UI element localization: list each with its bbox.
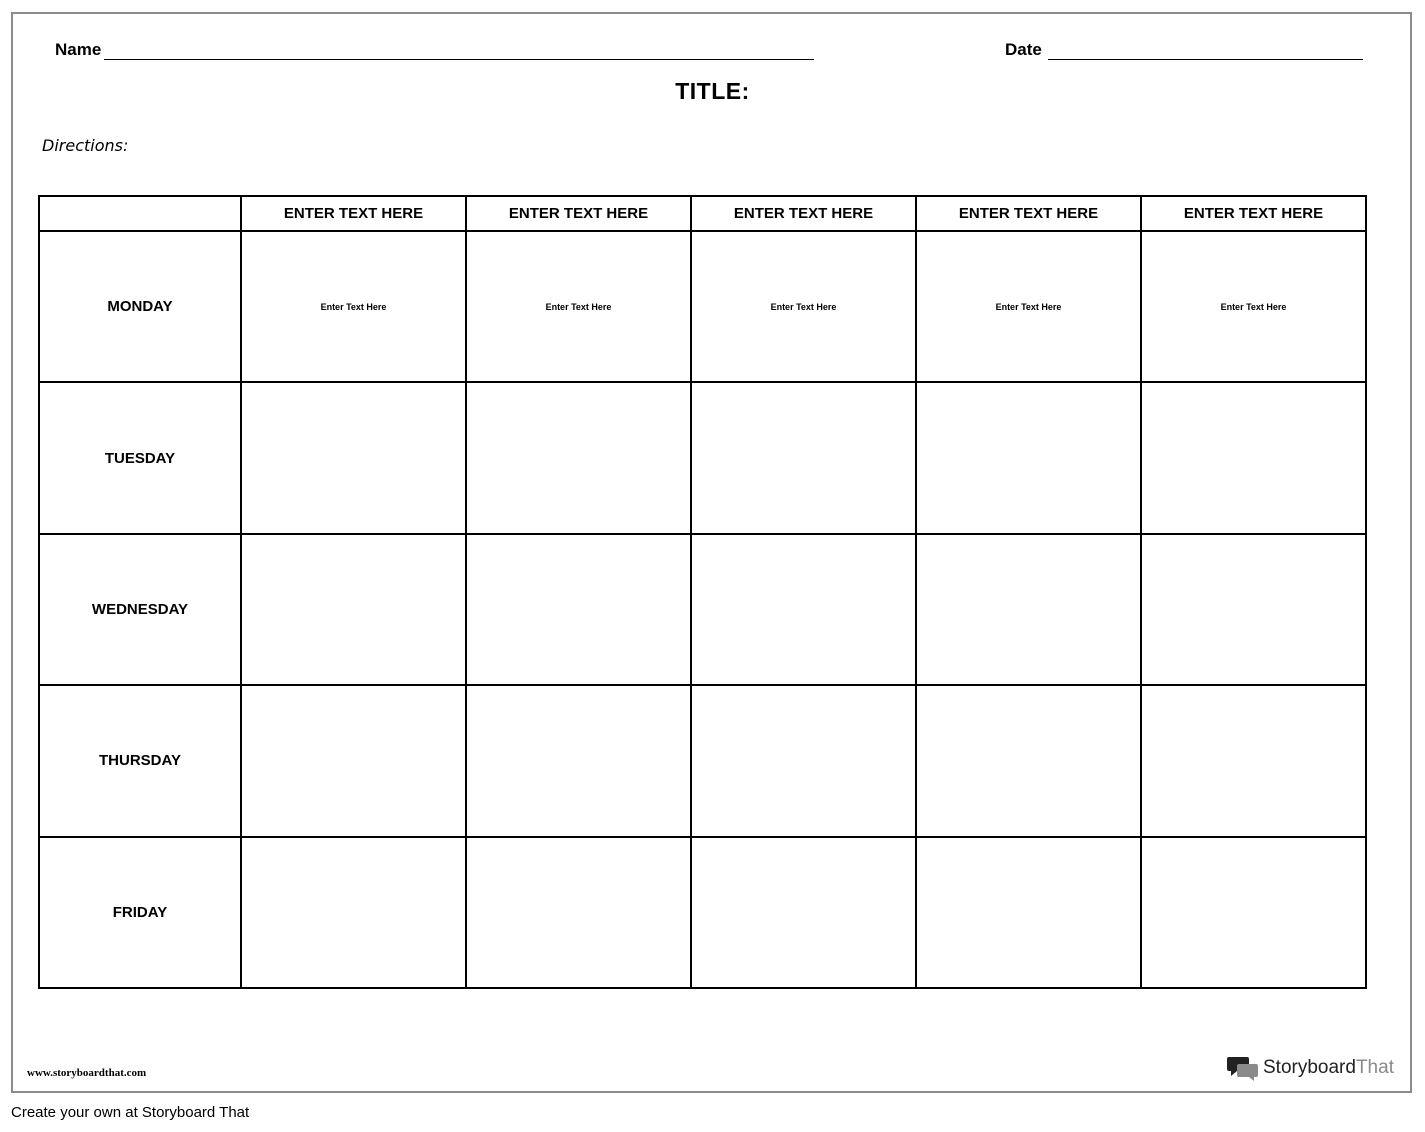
table-cell[interactable]: Enter Text Here <box>1141 231 1366 382</box>
table-row <box>39 231 1366 382</box>
schedule-table <box>38 195 1367 989</box>
table-cell[interactable]: Enter Text Here <box>691 231 916 382</box>
worksheet-title: TITLE: <box>675 78 750 104</box>
day-label: THURSDAY <box>39 685 241 836</box>
table-cell[interactable] <box>241 534 466 685</box>
header-row <box>39 196 1366 231</box>
name-field-line[interactable] <box>104 59 814 60</box>
table-cell[interactable] <box>916 534 1141 685</box>
table-cell[interactable] <box>241 685 466 836</box>
table-cell[interactable] <box>691 685 916 836</box>
table-row <box>39 837 1366 988</box>
table-cell[interactable] <box>691 837 916 988</box>
column-header[interactable]: ENTER TEXT HERE <box>1141 196 1366 231</box>
logo-wordmark <box>1263 1057 1394 1079</box>
day-label: WEDNESDAY <box>39 534 241 685</box>
date-label: Date <box>1005 40 1042 59</box>
table-cell[interactable] <box>691 534 916 685</box>
logo-text-that: That <box>1355 1057 1394 1078</box>
table-cell[interactable] <box>466 837 691 988</box>
table-cell[interactable]: Enter Text Here <box>916 231 1141 382</box>
table-cell[interactable]: Enter Text Here <box>241 231 466 382</box>
speech-bubbles-icon <box>1227 1055 1259 1081</box>
day-label: TUESDAY <box>39 382 241 533</box>
directions-label: Directions: <box>42 136 129 155</box>
storyboardthat-logo[interactable] <box>1227 1055 1394 1081</box>
footer-url[interactable]: www.storyboardthat.com <box>27 1067 147 1079</box>
table-cell[interactable] <box>466 685 691 836</box>
day-label: MONDAY <box>39 231 241 382</box>
table-cell[interactable] <box>916 382 1141 533</box>
table-cell[interactable] <box>1141 685 1366 836</box>
name-label: Name <box>55 40 102 59</box>
corner-cell <box>39 196 241 231</box>
table-cell[interactable]: Enter Text Here <box>466 231 691 382</box>
column-header[interactable]: ENTER TEXT HERE <box>916 196 1141 231</box>
table-cell[interactable] <box>1141 534 1366 685</box>
table-row <box>39 534 1366 685</box>
table-cell[interactable] <box>241 837 466 988</box>
date-field-line[interactable] <box>1048 59 1363 60</box>
day-label: FRIDAY <box>39 837 241 988</box>
table-row <box>39 685 1366 836</box>
column-header[interactable]: ENTER TEXT HERE <box>691 196 916 231</box>
create-caption[interactable]: Create your own at Storyboard That <box>11 1104 250 1121</box>
table-cell[interactable] <box>1141 382 1366 533</box>
table-row <box>39 382 1366 533</box>
table-cell[interactable] <box>1141 837 1366 988</box>
table-cell[interactable] <box>916 685 1141 836</box>
logo-text-storyboard: Storyboard <box>1263 1057 1356 1078</box>
table-cell[interactable] <box>466 534 691 685</box>
table-cell[interactable] <box>916 837 1141 988</box>
table-cell[interactable] <box>466 382 691 533</box>
table-cell[interactable] <box>241 382 466 533</box>
table-cell[interactable] <box>691 382 916 533</box>
column-header[interactable]: ENTER TEXT HERE <box>466 196 691 231</box>
column-header[interactable]: ENTER TEXT HERE <box>241 196 466 231</box>
